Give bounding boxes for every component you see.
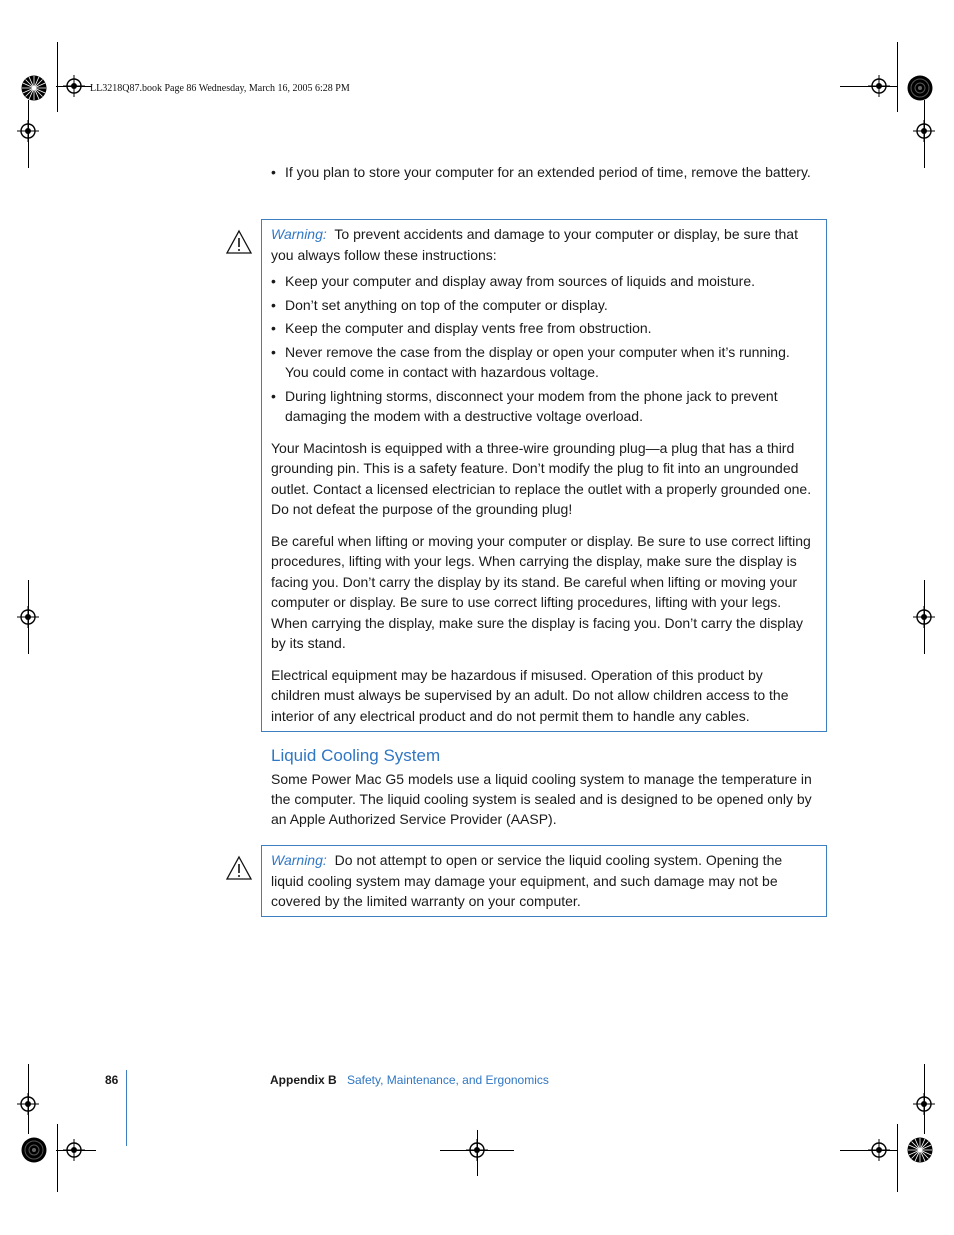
footer-chapter-title: Safety, Maintenance, and Ergonomics bbox=[347, 1073, 549, 1087]
list-item bbox=[271, 318, 814, 339]
warning-icon bbox=[225, 855, 253, 881]
list-item bbox=[271, 295, 814, 316]
warning-box-liquid-cooling bbox=[261, 845, 827, 917]
list-item bbox=[271, 386, 814, 427]
bullet-dot: • bbox=[271, 296, 276, 313]
registration-mark-icon bbox=[63, 75, 85, 97]
warning-intro bbox=[271, 224, 814, 265]
list-item-text: Never remove the case from the display or open your computer when it’s running. You could come in contact with hazardous voltage. bbox=[285, 343, 790, 380]
warning-label: Warning: bbox=[271, 852, 327, 868]
list-item-text: Keep the computer and display vents free from obstruction. bbox=[285, 320, 652, 336]
registration-mark-icon bbox=[17, 606, 39, 628]
bullet-dot: • bbox=[271, 273, 276, 289]
list-item bbox=[271, 271, 814, 292]
registration-mark-icon bbox=[63, 1139, 85, 1161]
registration-mark-icon bbox=[466, 1139, 488, 1161]
registration-mark-icon bbox=[868, 75, 890, 97]
registration-mark-icon bbox=[17, 120, 39, 142]
footer-divider bbox=[126, 1070, 127, 1146]
print-slug: LL3218Q87.book Page 86 Wednesday, March 16, 2005 6:28 PM bbox=[90, 83, 350, 94]
page-number: 86 bbox=[105, 1073, 119, 1087]
list-item-text: If you plan to store your computer for an extended period of time, remove the battery. bbox=[285, 164, 811, 180]
list-item-text: During lightning storms, disconnect your modem from the phone jack to prevent damaging the modem with a destructive voltage overload. bbox=[285, 387, 778, 424]
bullet-dot: • bbox=[271, 387, 276, 404]
list-item-text: Keep your computer and display away from sources of liquids and moisture. bbox=[285, 273, 756, 289]
warning-label: Warning: bbox=[271, 226, 327, 242]
registration-mark-icon bbox=[17, 1093, 39, 1115]
list-item-text: Don’t set anything on top of the computer or display. bbox=[285, 296, 608, 313]
list-item bbox=[271, 342, 814, 383]
warning-text bbox=[271, 850, 814, 912]
bullet-dot: • bbox=[271, 343, 276, 360]
electrical-paragraph: Electrical equipment may be hazardous if misused. Operation of this product by children must always be supervised by an adult. Do not allow children access to the interior of any electrical product and do not permit them to handle any cables. bbox=[271, 666, 789, 724]
warning-bullet-list bbox=[271, 271, 814, 427]
warning-box-safety bbox=[261, 219, 827, 732]
section-body: Some Power Mac G5 models use a liquid cooling system to manage the temperature in the computer. The liquid cooling system is sealed and is designed to be opened only by an Apple Authorized Service Provider (AASP). bbox=[271, 771, 812, 827]
warning-icon bbox=[225, 229, 253, 255]
bullet-dot: • bbox=[271, 164, 276, 180]
registration-mark-icon bbox=[913, 606, 935, 628]
bullet-dot: • bbox=[271, 320, 276, 336]
starburst-icon bbox=[907, 1137, 933, 1163]
registration-mark-icon bbox=[868, 1139, 890, 1161]
starburst-icon bbox=[907, 75, 933, 101]
warning-body-text: Do not attempt to open or service the liquid cooling system. Opening the liquid cooling system may damage your equipment, and such damage may not be covered by the limited warranty on your computer. bbox=[271, 852, 783, 909]
registration-mark-icon bbox=[913, 1093, 935, 1115]
registration-mark-icon bbox=[913, 120, 935, 142]
starburst-icon bbox=[21, 75, 47, 101]
lifting-paragraph: Be careful when lifting or moving your computer or display. Be sure to use correct lifting procedures, lifting with your legs. When carrying the display, make sure the display is facing you. Don’t carry the display by its stand. Be careful when lifting or moving your computer or display. Be sure to use correct lifting procedures, lifting with your legs. When carrying the display, make sure the display is facing you. Don’t carry the display by its stand. bbox=[271, 532, 811, 651]
footer-appendix-label: Appendix B bbox=[270, 1073, 337, 1087]
warning-intro-text: To prevent accidents and damage to your computer or display, be sure that you always follow these instructions: bbox=[271, 226, 798, 263]
starburst-icon bbox=[21, 1137, 47, 1163]
section-heading: Liquid Cooling System bbox=[271, 746, 441, 765]
grounding-paragraph: Your Macintosh is equipped with a three-wire grounding plug—a plug that has a third grounding pin. This is a safety feature. Don’t modify the plug to fit into an ungrounded outlet. Contact a licensed electrician to replace the outlet with a properly grounded one. Do not defeat the purpose of the grounding plug! bbox=[271, 439, 812, 517]
list-item bbox=[271, 162, 811, 183]
